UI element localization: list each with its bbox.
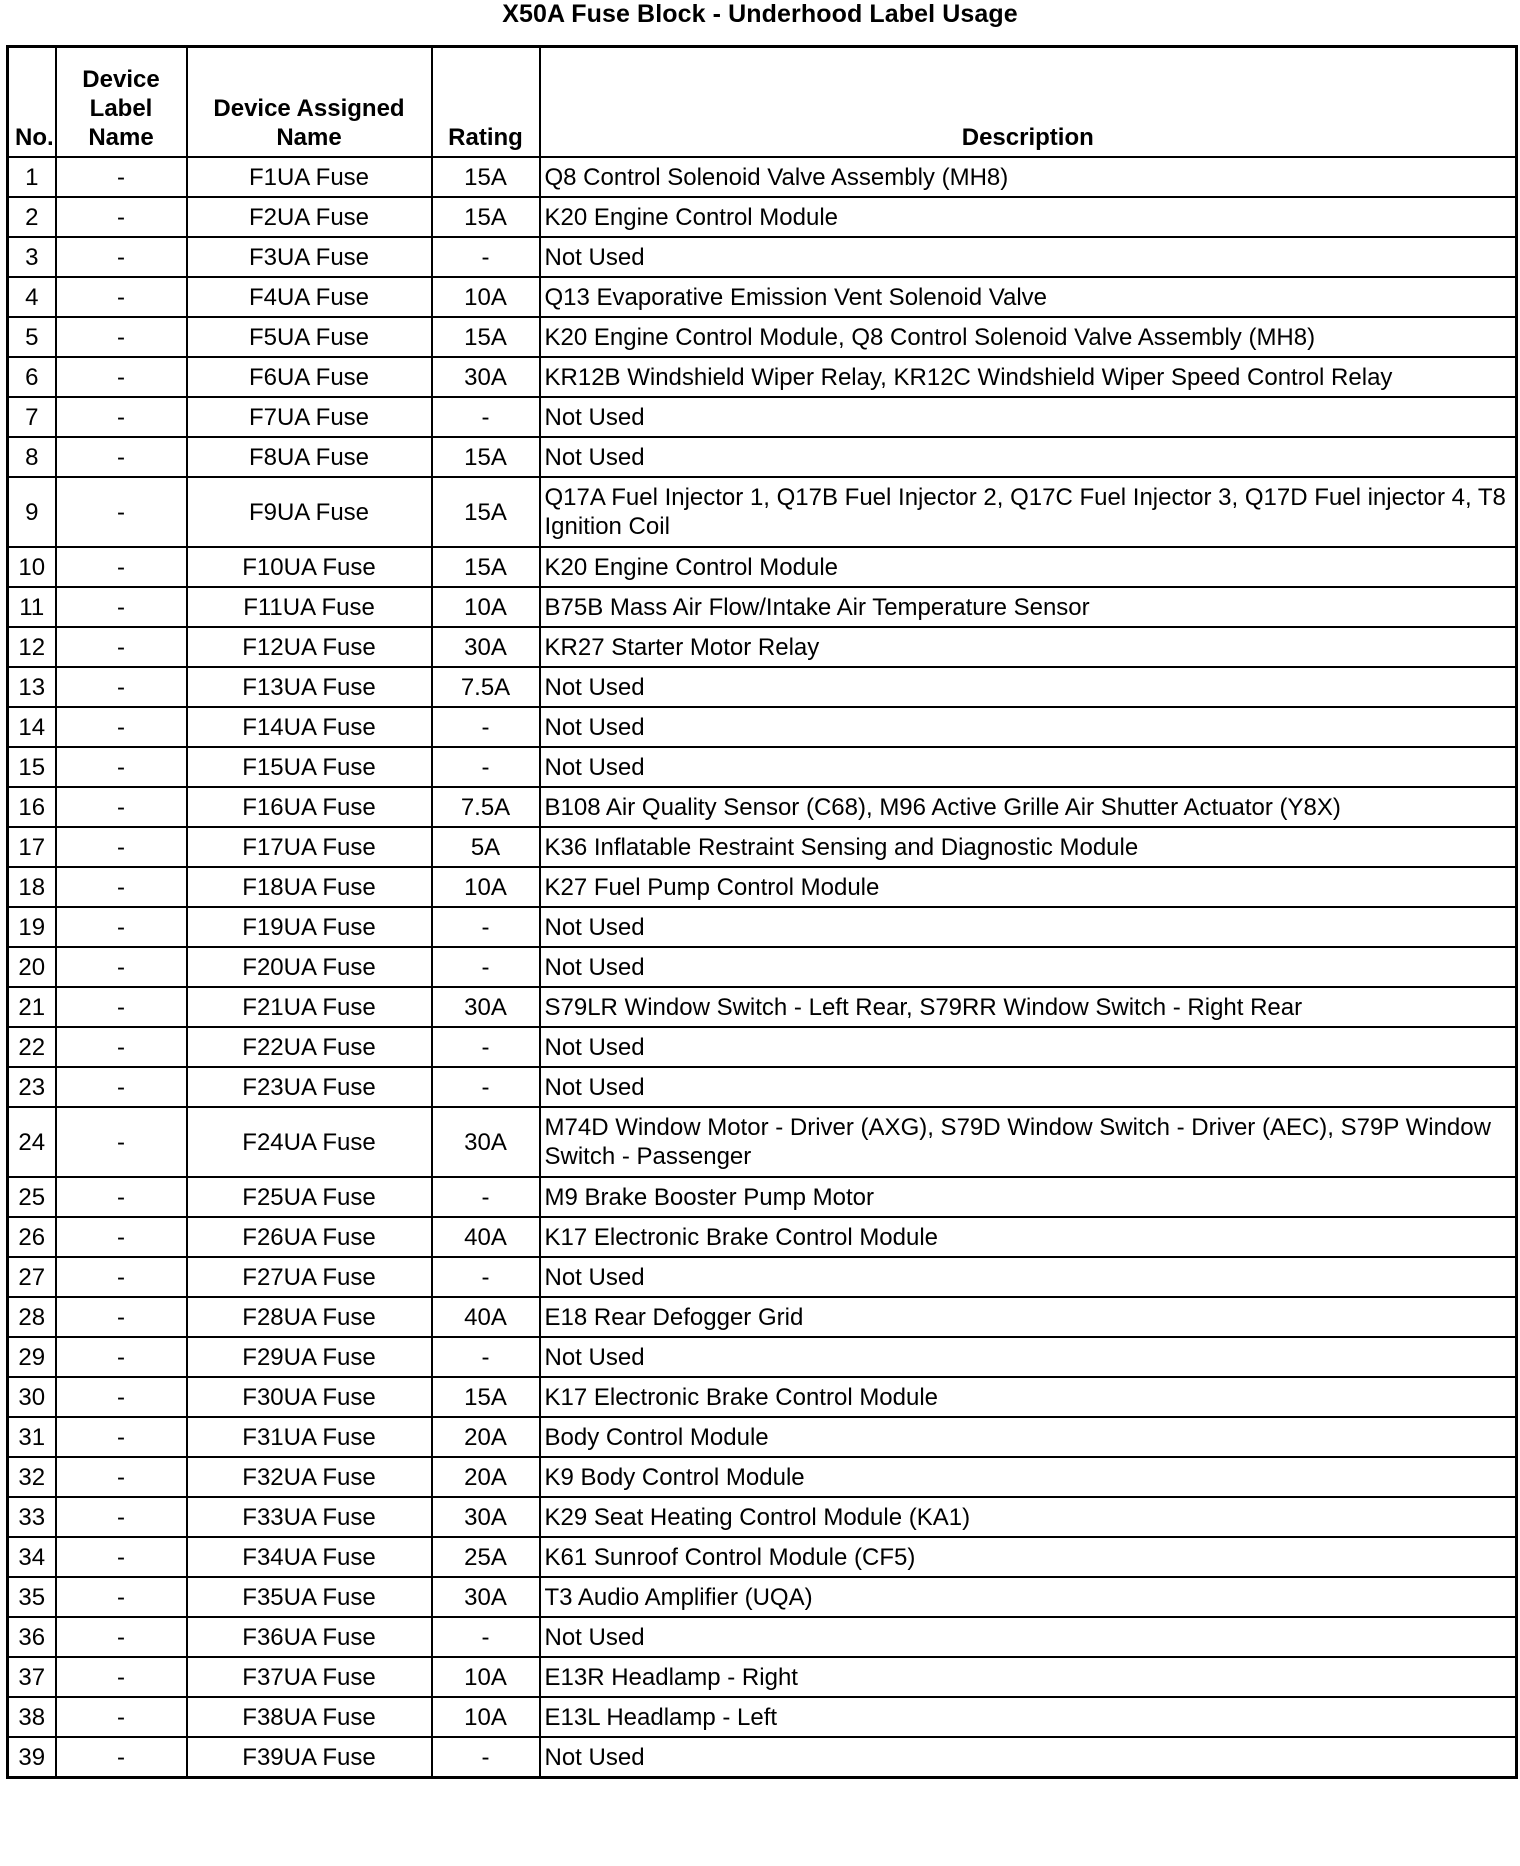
table-row: [8, 587, 1517, 627]
cell-description: B75B Mass Air Flow/Intake Air Temperature Sensor: [540, 587, 1517, 627]
cell-device-assigned-name: F12UA Fuse: [187, 627, 432, 667]
table-row: [8, 667, 1517, 707]
cell-rating: 15A: [432, 197, 540, 237]
cell-device-assigned-name: F24UA Fuse: [187, 1107, 432, 1177]
cell-description: Not Used: [540, 437, 1517, 477]
page-title: X50A Fuse Block - Underhood Label Usage: [502, 0, 1018, 28]
cell-description: M74D Window Motor - Driver (AXG), S79D Window Switch - Driver (AEC), S79P Window Switch - Passenger: [540, 1107, 1517, 1177]
cell-device-label-name: -: [56, 1107, 187, 1177]
column-header-rating: Rating: [432, 47, 540, 158]
cell-device-assigned-name: F33UA Fuse: [187, 1497, 432, 1537]
cell-device-label-name: -: [56, 1297, 187, 1337]
cell-device-label-name: -: [56, 747, 187, 787]
cell-device-assigned-name: F39UA Fuse: [187, 1737, 432, 1778]
cell-rating: -: [432, 1337, 540, 1377]
cell-device-label-name: -: [56, 437, 187, 477]
cell-no: 32: [8, 1457, 56, 1497]
cell-no: 29: [8, 1337, 56, 1377]
cell-device-assigned-name: F34UA Fuse: [187, 1537, 432, 1577]
cell-no: 15: [8, 747, 56, 787]
cell-device-label-name: -: [56, 907, 187, 947]
table-row: [8, 1337, 1517, 1377]
column-header-device-label-name: Device Label Name: [56, 47, 187, 158]
cell-device-label-name: -: [56, 1457, 187, 1497]
column-header-description: Description: [540, 47, 1517, 158]
cell-description: K20 Engine Control Module, Q8 Control Solenoid Valve Assembly (MH8): [540, 317, 1517, 357]
cell-device-label-name: -: [56, 1497, 187, 1537]
cell-device-assigned-name: F2UA Fuse: [187, 197, 432, 237]
cell-device-assigned-name: F9UA Fuse: [187, 477, 432, 547]
cell-no: 17: [8, 827, 56, 867]
cell-rating: -: [432, 1737, 540, 1778]
table-row: [8, 747, 1517, 787]
cell-no: 25: [8, 1177, 56, 1217]
table-row: [8, 1107, 1517, 1177]
cell-device-assigned-name: F38UA Fuse: [187, 1697, 432, 1737]
table-row: [8, 1067, 1517, 1107]
table-row: [8, 1257, 1517, 1297]
cell-device-label-name: -: [56, 1737, 187, 1778]
cell-device-assigned-name: F4UA Fuse: [187, 277, 432, 317]
cell-device-assigned-name: F22UA Fuse: [187, 1027, 432, 1067]
table-row: [8, 947, 1517, 987]
cell-rating: 30A: [432, 1577, 540, 1617]
cell-no: 28: [8, 1297, 56, 1337]
cell-device-label-name: -: [56, 237, 187, 277]
table-row: [8, 1217, 1517, 1257]
table-row: [8, 1417, 1517, 1457]
cell-device-label-name: -: [56, 197, 187, 237]
cell-description: Not Used: [540, 1067, 1517, 1107]
cell-device-assigned-name: F30UA Fuse: [187, 1377, 432, 1417]
cell-rating: 30A: [432, 987, 540, 1027]
cell-device-assigned-name: F10UA Fuse: [187, 547, 432, 587]
cell-no: 14: [8, 707, 56, 747]
cell-description: K61 Sunroof Control Module (CF5): [540, 1537, 1517, 1577]
table-row: [8, 1697, 1517, 1737]
cell-rating: 10A: [432, 867, 540, 907]
cell-rating: -: [432, 947, 540, 987]
cell-rating: -: [432, 1257, 540, 1297]
cell-rating: 5A: [432, 827, 540, 867]
cell-rating: 10A: [432, 1697, 540, 1737]
cell-device-assigned-name: F3UA Fuse: [187, 237, 432, 277]
cell-no: 35: [8, 1577, 56, 1617]
cell-device-label-name: -: [56, 1257, 187, 1297]
cell-description: Not Used: [540, 747, 1517, 787]
cell-no: 3: [8, 237, 56, 277]
cell-no: 34: [8, 1537, 56, 1577]
cell-description: K17 Electronic Brake Control Module: [540, 1217, 1517, 1257]
cell-description: Not Used: [540, 667, 1517, 707]
cell-description: K20 Engine Control Module: [540, 197, 1517, 237]
cell-device-assigned-name: F8UA Fuse: [187, 437, 432, 477]
cell-device-label-name: -: [56, 1697, 187, 1737]
cell-device-label-name: -: [56, 1577, 187, 1617]
cell-no: 16: [8, 787, 56, 827]
cell-no: 33: [8, 1497, 56, 1537]
table-row: [8, 357, 1517, 397]
cell-description: K9 Body Control Module: [540, 1457, 1517, 1497]
cell-description: K20 Engine Control Module: [540, 547, 1517, 587]
cell-device-assigned-name: F1UA Fuse: [187, 157, 432, 197]
cell-rating: -: [432, 397, 540, 437]
cell-device-label-name: -: [56, 357, 187, 397]
cell-rating: -: [432, 1177, 540, 1217]
cell-device-assigned-name: F20UA Fuse: [187, 947, 432, 987]
cell-device-label-name: -: [56, 667, 187, 707]
cell-rating: -: [432, 907, 540, 947]
table-row: [8, 1617, 1517, 1657]
cell-device-assigned-name: F6UA Fuse: [187, 357, 432, 397]
cell-rating: 10A: [432, 1657, 540, 1697]
cell-device-assigned-name: F26UA Fuse: [187, 1217, 432, 1257]
cell-description: Not Used: [540, 397, 1517, 437]
cell-description: E13R Headlamp - Right: [540, 1657, 1517, 1697]
cell-device-label-name: -: [56, 157, 187, 197]
cell-device-assigned-name: F11UA Fuse: [187, 587, 432, 627]
cell-no: 1: [8, 157, 56, 197]
table-row: [8, 157, 1517, 197]
cell-rating: -: [432, 1027, 540, 1067]
cell-device-label-name: -: [56, 1067, 187, 1107]
cell-device-assigned-name: F13UA Fuse: [187, 667, 432, 707]
cell-no: 30: [8, 1377, 56, 1417]
cell-rating: -: [432, 237, 540, 277]
cell-description: Not Used: [540, 1337, 1517, 1377]
cell-device-assigned-name: F23UA Fuse: [187, 1067, 432, 1107]
column-header-no: No.: [8, 47, 56, 158]
cell-device-label-name: -: [56, 317, 187, 357]
cell-device-assigned-name: F16UA Fuse: [187, 787, 432, 827]
cell-no: 31: [8, 1417, 56, 1457]
fuse-table: [6, 45, 1518, 1779]
cell-device-label-name: -: [56, 827, 187, 867]
table-row: [8, 1737, 1517, 1778]
cell-device-label-name: -: [56, 1337, 187, 1377]
cell-rating: 30A: [432, 627, 540, 667]
cell-no: 9: [8, 477, 56, 547]
cell-description: Not Used: [540, 1257, 1517, 1297]
table-row: [8, 1537, 1517, 1577]
cell-rating: 15A: [432, 157, 540, 197]
table-row: [8, 1577, 1517, 1617]
cell-description: Not Used: [540, 1617, 1517, 1657]
cell-description: Q8 Control Solenoid Valve Assembly (MH8): [540, 157, 1517, 197]
cell-no: 39: [8, 1737, 56, 1778]
cell-description: Body Control Module: [540, 1417, 1517, 1457]
cell-no: 19: [8, 907, 56, 947]
cell-rating: 30A: [432, 1107, 540, 1177]
cell-rating: 20A: [432, 1417, 540, 1457]
cell-device-label-name: -: [56, 1217, 187, 1257]
cell-device-label-name: -: [56, 1377, 187, 1417]
cell-device-assigned-name: F28UA Fuse: [187, 1297, 432, 1337]
cell-device-assigned-name: F32UA Fuse: [187, 1457, 432, 1497]
cell-rating: -: [432, 1067, 540, 1107]
cell-no: 4: [8, 277, 56, 317]
cell-no: 37: [8, 1657, 56, 1697]
cell-device-label-name: -: [56, 987, 187, 1027]
cell-no: 22: [8, 1027, 56, 1067]
cell-device-assigned-name: F15UA Fuse: [187, 747, 432, 787]
table-row: [8, 1377, 1517, 1417]
table-row: [8, 787, 1517, 827]
cell-rating: 15A: [432, 1377, 540, 1417]
cell-device-label-name: -: [56, 397, 187, 437]
cell-no: 20: [8, 947, 56, 987]
cell-description: E18 Rear Defogger Grid: [540, 1297, 1517, 1337]
table-header: [8, 47, 1517, 158]
table-row: [8, 237, 1517, 277]
cell-description: Q17A Fuel Injector 1, Q17B Fuel Injector 2, Q17C Fuel Injector 3, Q17D Fuel injector 4, T8 Ignition Coil: [540, 477, 1517, 547]
cell-no: 38: [8, 1697, 56, 1737]
cell-device-label-name: -: [56, 1177, 187, 1217]
cell-device-label-name: -: [56, 477, 187, 547]
cell-device-label-name: -: [56, 1027, 187, 1067]
cell-description: Q13 Evaporative Emission Vent Solenoid Valve: [540, 277, 1517, 317]
table-row: [8, 1027, 1517, 1067]
cell-device-assigned-name: F37UA Fuse: [187, 1657, 432, 1697]
cell-description: K27 Fuel Pump Control Module: [540, 867, 1517, 907]
table-row: [8, 1457, 1517, 1497]
cell-device-assigned-name: F5UA Fuse: [187, 317, 432, 357]
cell-no: 23: [8, 1067, 56, 1107]
table-row: [8, 277, 1517, 317]
cell-device-label-name: -: [56, 547, 187, 587]
table-row: [8, 547, 1517, 587]
cell-rating: 15A: [432, 437, 540, 477]
table-row: [8, 1497, 1517, 1537]
cell-device-label-name: -: [56, 627, 187, 667]
cell-no: 26: [8, 1217, 56, 1257]
cell-no: 8: [8, 437, 56, 477]
table-row: [8, 1657, 1517, 1697]
cell-rating: 40A: [432, 1297, 540, 1337]
cell-no: 36: [8, 1617, 56, 1657]
cell-no: 13: [8, 667, 56, 707]
cell-description: Not Used: [540, 237, 1517, 277]
cell-description: S79LR Window Switch - Left Rear, S79RR Window Switch - Right Rear: [540, 987, 1517, 1027]
cell-description: K36 Inflatable Restraint Sensing and Diagnostic Module: [540, 827, 1517, 867]
table-body: [8, 157, 1517, 1778]
cell-device-label-name: -: [56, 277, 187, 317]
cell-rating: -: [432, 747, 540, 787]
cell-device-assigned-name: F7UA Fuse: [187, 397, 432, 437]
cell-device-label-name: -: [56, 867, 187, 907]
cell-device-assigned-name: F17UA Fuse: [187, 827, 432, 867]
cell-device-assigned-name: F31UA Fuse: [187, 1417, 432, 1457]
cell-rating: 10A: [432, 587, 540, 627]
cell-rating: -: [432, 1617, 540, 1657]
cell-device-assigned-name: F27UA Fuse: [187, 1257, 432, 1297]
table-row: [8, 1297, 1517, 1337]
cell-no: 6: [8, 357, 56, 397]
cell-device-label-name: -: [56, 587, 187, 627]
cell-description: K17 Electronic Brake Control Module: [540, 1377, 1517, 1417]
table-row: [8, 437, 1517, 477]
cell-rating: 30A: [432, 1497, 540, 1537]
cell-device-assigned-name: F35UA Fuse: [187, 1577, 432, 1617]
cell-no: 7: [8, 397, 56, 437]
cell-rating: 7.5A: [432, 787, 540, 827]
cell-no: 10: [8, 547, 56, 587]
cell-description: M9 Brake Booster Pump Motor: [540, 1177, 1517, 1217]
cell-device-label-name: -: [56, 787, 187, 827]
column-header-device-assigned-name: Device Assigned Name: [187, 47, 432, 158]
cell-rating: 10A: [432, 277, 540, 317]
table-row: [8, 707, 1517, 747]
cell-no: 21: [8, 987, 56, 1027]
cell-no: 27: [8, 1257, 56, 1297]
cell-device-label-name: -: [56, 947, 187, 987]
table-row: [8, 197, 1517, 237]
cell-rating: 15A: [432, 317, 540, 357]
cell-description: KR27 Starter Motor Relay: [540, 627, 1517, 667]
cell-description: T3 Audio Amplifier (UQA): [540, 1577, 1517, 1617]
cell-rating: -: [432, 707, 540, 747]
cell-rating: 20A: [432, 1457, 540, 1497]
table-row: [8, 827, 1517, 867]
cell-description: B108 Air Quality Sensor (C68), M96 Active Grille Air Shutter Actuator (Y8X): [540, 787, 1517, 827]
table-row: [8, 397, 1517, 437]
cell-device-assigned-name: F36UA Fuse: [187, 1617, 432, 1657]
cell-no: 18: [8, 867, 56, 907]
cell-rating: 15A: [432, 547, 540, 587]
cell-device-label-name: -: [56, 1417, 187, 1457]
cell-device-assigned-name: F14UA Fuse: [187, 707, 432, 747]
table-row: [8, 627, 1517, 667]
cell-description: Not Used: [540, 907, 1517, 947]
cell-description: Not Used: [540, 1027, 1517, 1067]
cell-description: Not Used: [540, 947, 1517, 987]
cell-device-label-name: -: [56, 707, 187, 747]
cell-description: E13L Headlamp - Left: [540, 1697, 1517, 1737]
cell-description: KR12B Windshield Wiper Relay, KR12C Windshield Wiper Speed Control Relay: [540, 357, 1517, 397]
cell-device-label-name: -: [56, 1537, 187, 1577]
cell-device-assigned-name: F25UA Fuse: [187, 1177, 432, 1217]
table-row: [8, 867, 1517, 907]
table-row: [8, 907, 1517, 947]
cell-rating: 40A: [432, 1217, 540, 1257]
cell-no: 5: [8, 317, 56, 357]
cell-description: K29 Seat Heating Control Module (KA1): [540, 1497, 1517, 1537]
cell-rating: 30A: [432, 357, 540, 397]
cell-rating: 25A: [432, 1537, 540, 1577]
cell-rating: 7.5A: [432, 667, 540, 707]
cell-no: 24: [8, 1107, 56, 1177]
cell-no: 12: [8, 627, 56, 667]
table-row: [8, 317, 1517, 357]
cell-no: 2: [8, 197, 56, 237]
cell-device-assigned-name: F19UA Fuse: [187, 907, 432, 947]
cell-device-label-name: -: [56, 1617, 187, 1657]
cell-description: Not Used: [540, 707, 1517, 747]
table-row: [8, 1177, 1517, 1217]
table-row: [8, 477, 1517, 547]
cell-rating: 15A: [432, 477, 540, 547]
cell-no: 11: [8, 587, 56, 627]
cell-device-assigned-name: F18UA Fuse: [187, 867, 432, 907]
cell-device-label-name: -: [56, 1657, 187, 1697]
table-row: [8, 987, 1517, 1027]
cell-device-assigned-name: F21UA Fuse: [187, 987, 432, 1027]
cell-description: Not Used: [540, 1737, 1517, 1778]
cell-device-assigned-name: F29UA Fuse: [187, 1337, 432, 1377]
